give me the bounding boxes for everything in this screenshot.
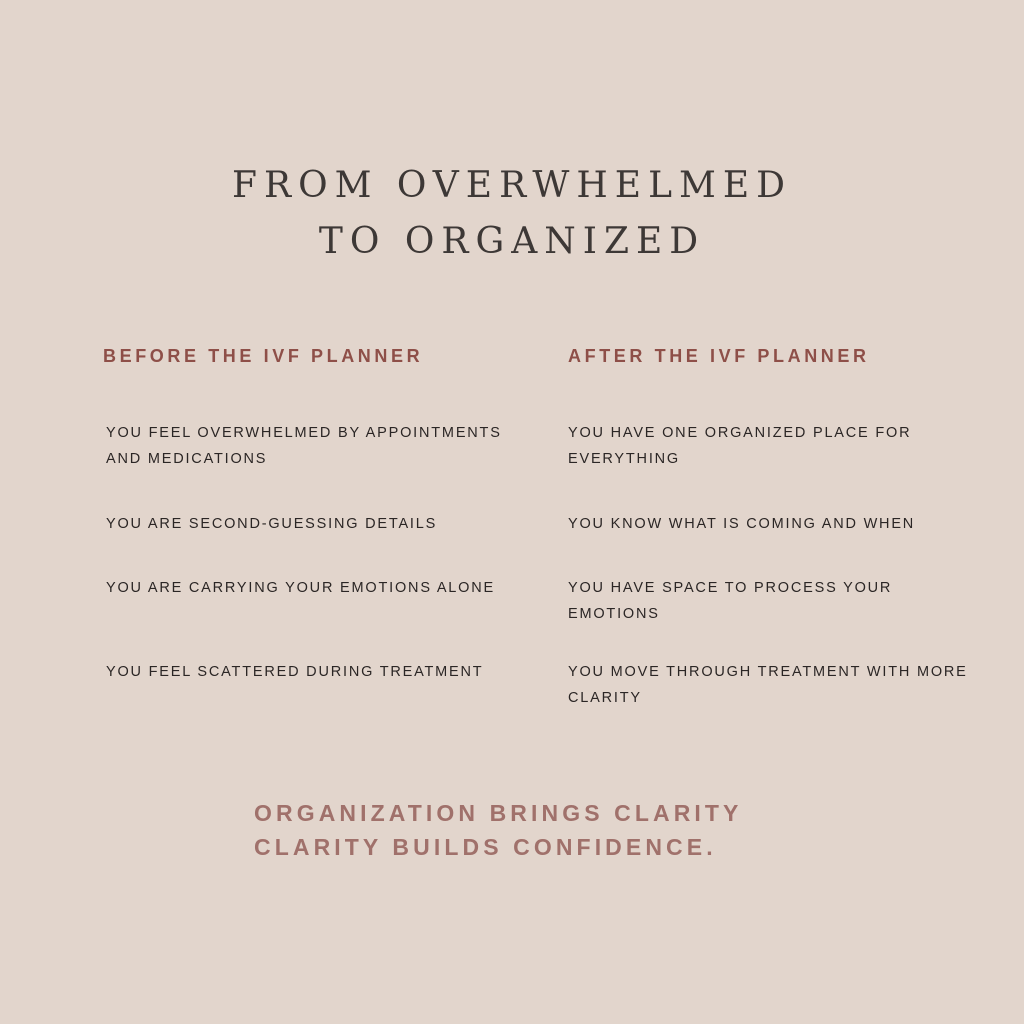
tagline-line-2: CLARITY BUILDS CONFIDENCE. bbox=[254, 834, 717, 860]
after-item-1: YOU HAVE ONE ORGANIZED PLACE FOR EVERYTHING bbox=[568, 425, 912, 467]
after-item-3: YOU HAVE SPACE TO PROCESS YOUR EMOTIONS bbox=[568, 580, 893, 622]
title-line-1: FROM OVERWHELMED bbox=[232, 165, 792, 206]
tagline-line-1: ORGANIZATION BRINGS CLARITY bbox=[254, 800, 743, 826]
before-item-1: YOU FEEL OVERWHELMED BY APPOINTMENTS AND MEDICATIONS bbox=[106, 425, 502, 467]
page-title bbox=[0, 158, 1024, 270]
title-line-2: TO ORGANIZED bbox=[318, 221, 706, 262]
before-column-heading: BEFORE THE IVF PLANNER bbox=[103, 346, 424, 366]
after-item-4: YOU MOVE THROUGH TREATMENT WITH MORE CLARITY bbox=[568, 664, 968, 706]
after-item-2: YOU KNOW WHAT IS COMING AND WHEN bbox=[568, 516, 916, 532]
before-item-4: YOU FEEL SCATTERED DURING TREATMENT bbox=[106, 664, 484, 680]
after-column-heading: AFTER THE IVF PLANNER bbox=[568, 346, 870, 366]
tagline bbox=[254, 796, 742, 864]
before-item-2: YOU ARE SECOND-GUESSING DETAILS bbox=[106, 516, 438, 532]
before-item-3: YOU ARE CARRYING YOUR EMOTIONS ALONE bbox=[106, 580, 495, 596]
